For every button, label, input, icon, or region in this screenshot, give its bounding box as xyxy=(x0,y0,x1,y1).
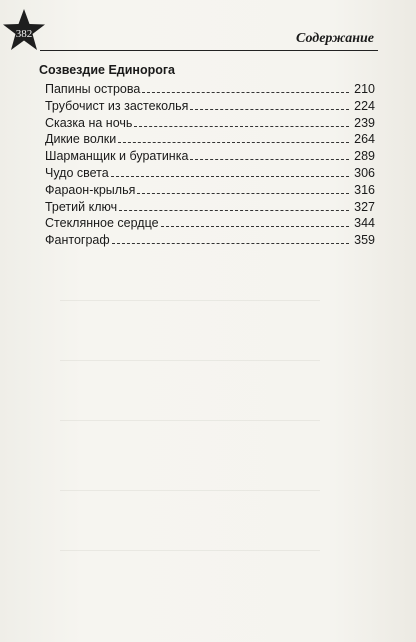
toc-entry xyxy=(45,182,375,199)
toc-entry-page: 306 xyxy=(354,165,375,180)
dot-leader xyxy=(134,125,349,127)
toc-entry-page: 316 xyxy=(354,182,375,197)
show-through-mark xyxy=(60,360,320,361)
toc-entry-title: Папины острова xyxy=(45,82,141,96)
toc-entry-page: 210 xyxy=(354,82,375,96)
dot-leader xyxy=(161,225,349,227)
toc-entry-page: 344 xyxy=(354,216,375,231)
dot-leader xyxy=(142,91,349,93)
table-of-contents xyxy=(45,81,375,249)
toc-entry xyxy=(45,115,375,132)
toc-entry-page: 224 xyxy=(354,98,375,113)
toc-entry xyxy=(45,215,375,232)
dot-leader xyxy=(137,192,349,194)
dot-leader xyxy=(119,209,349,211)
toc-entry-page: 359 xyxy=(354,233,375,248)
show-through-mark xyxy=(60,550,320,551)
show-through-mark xyxy=(60,300,320,301)
dot-leader xyxy=(112,242,349,244)
running-head: Содержание xyxy=(296,31,374,46)
toc-entry-title: Дикие волки xyxy=(45,132,117,147)
toc-entry-title: Трубочист из застеколья xyxy=(45,98,189,113)
page-number: 382 xyxy=(15,28,33,40)
show-through-mark xyxy=(60,420,320,421)
show-through-mark xyxy=(60,490,320,491)
dot-leader xyxy=(190,158,349,160)
toc-entry-title: Стеклянное сердце xyxy=(45,216,159,231)
toc-entry xyxy=(45,98,375,115)
dot-leader xyxy=(118,141,349,143)
toc-entry xyxy=(45,81,375,98)
dot-leader xyxy=(111,175,349,177)
toc-entry xyxy=(45,199,375,216)
toc-entry-title: Сказка на ночь xyxy=(45,115,133,130)
toc-entry-title: Чудо света xyxy=(45,165,109,180)
toc-entry-title: Шарманщик и буратинка xyxy=(45,149,189,164)
toc-entry xyxy=(45,232,375,249)
toc-entry-page: 239 xyxy=(354,115,375,130)
header-rule xyxy=(40,50,378,51)
toc-entry-page: 327 xyxy=(354,199,375,214)
dot-leader xyxy=(190,108,349,110)
toc-entry xyxy=(45,148,375,165)
toc-entry-title: Третий ключ xyxy=(45,199,118,214)
toc-entry-title: Фараон-крылья xyxy=(45,182,136,197)
toc-entry-page: 264 xyxy=(354,132,375,147)
section-heading: Созвездие Единорога xyxy=(39,63,176,77)
toc-entry xyxy=(45,165,375,182)
toc-entry xyxy=(45,131,375,148)
toc-entry-page: 289 xyxy=(354,149,375,164)
toc-entry-title: Фантограф xyxy=(45,233,110,248)
